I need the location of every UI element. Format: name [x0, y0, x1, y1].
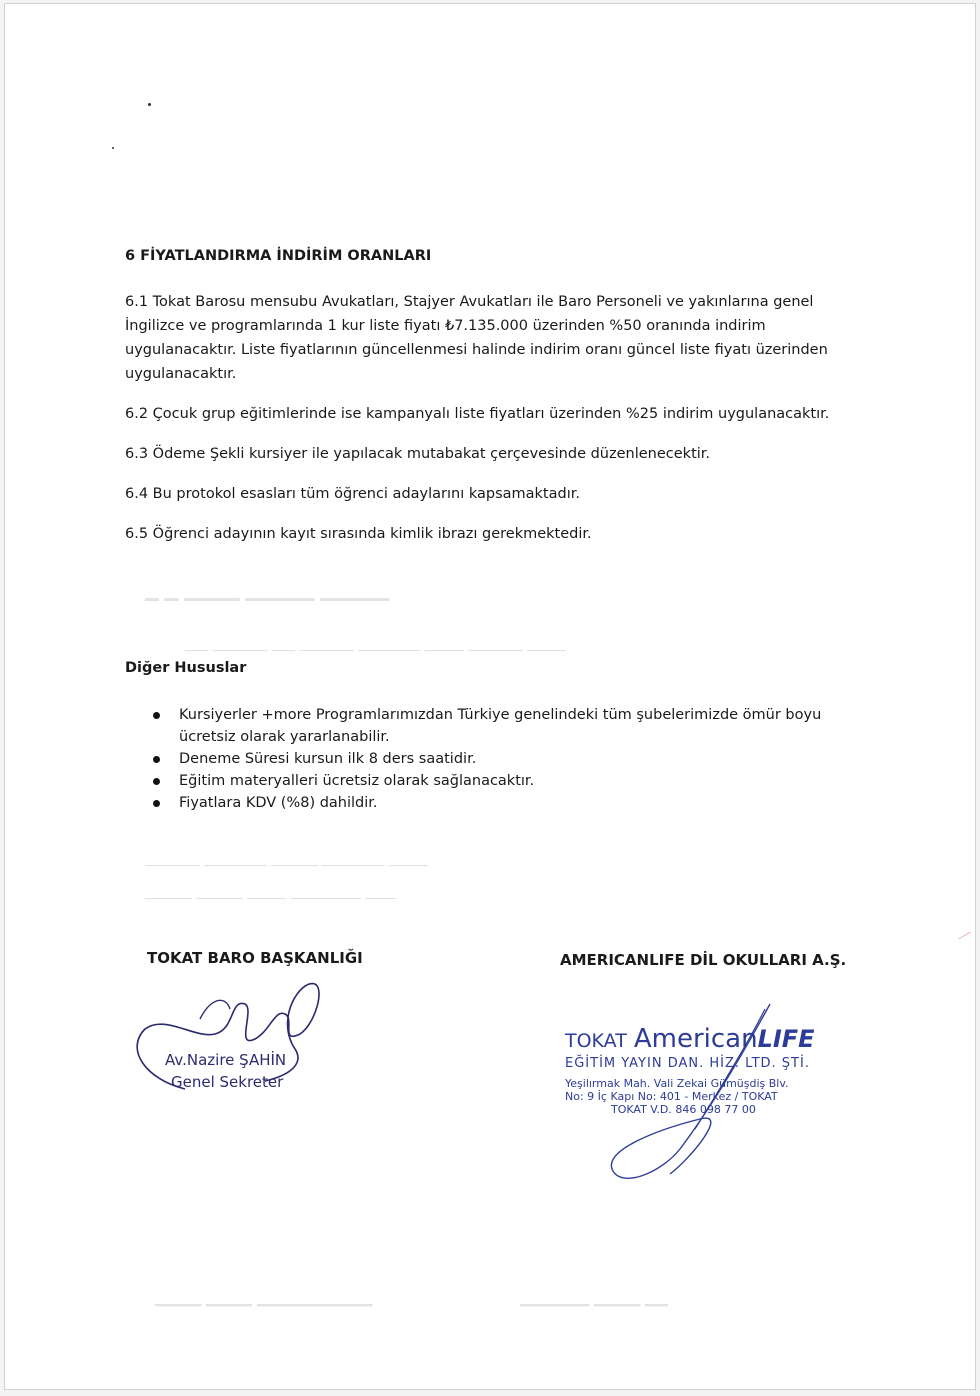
right-signature-icon: [600, 999, 780, 1189]
signatory-name: Av.Nazire ŞAHİN: [165, 1051, 287, 1069]
show-through-text: ▔ ▔ ▔▔▔▔ ▔▔▔▔▔ ▔▔▔▔▔: [145, 599, 390, 620]
section-title: 6 FİYATLANDIRMA İNDİRİM ORANLARI: [125, 248, 432, 264]
show-through-text: ─── ─────── ─── ─────── ──────── ───── ─────── ─────: [185, 644, 567, 659]
list-item: Kursiyerler +more Programlarımızdan Türkiye genelindeki tüm şubelerimizde ömür boyu ücretsiz olarak yararlanabilir.: [155, 704, 845, 748]
stamp-line: No: 9 İç Kapı No: 401 - Merkez / TOKAT: [565, 1090, 778, 1103]
document-page: [4, 3, 976, 1390]
other-matters-list: [155, 704, 845, 814]
bullet-icon: [153, 712, 160, 719]
paragraph-6-2: 6.2 Çocuk grup eğitimlerinde ise kampanyalı liste fiyatları üzerinden %25 indirim uygulanacaktır.: [125, 406, 830, 422]
list-item: Deneme Süresi kursun ilk 8 ders saatidir.: [155, 748, 845, 770]
stamp-line: TOKAT V.D. 846 098 77 00: [611, 1103, 756, 1116]
stamp-line: Yeşilırmak Mah. Vali Zekai Gümüşdiş Blv.: [565, 1077, 789, 1090]
paragraph-6-4: 6.4 Bu protokol esasları tüm öğrenci adaylarını kapsamaktadır.: [125, 486, 580, 502]
scan-speck: [112, 147, 114, 149]
show-through-text: ─────── ──────── ────── ──────── ─────: [145, 859, 428, 874]
scan-speck: [148, 103, 151, 106]
list-item: Eğitim materyalleri ücretsiz olarak sağlanacaktır.: [155, 770, 845, 792]
paragraph-6-5: 6.5 Öğrenci adayının kayıt sırasında kimlik ibrazı gerekmektedir.: [125, 526, 592, 542]
show-through-text: ────── ────── ───── ───────── ────: [145, 892, 397, 907]
stamp-brand: TOKAT AmericanLIFE: [565, 1024, 815, 1054]
other-matters-title: Diğer Hususlar: [125, 660, 247, 676]
paragraph-6-1: 6.1 Tokat Barosu mensubu Avukatları, Stajyer Avukatları ile Baro Personeli ve yakınlarına genel İngilizce ve programlarında 1 kur liste fiyatı ₺7.135.000 üzerinden %50 oranında indirim uygulanacaktır. Liste fiyatlarının güncellenmesi halinde indirim oranı güncel liste fiyatı üzerinden uygulanacaktır.: [125, 294, 828, 382]
pricing-section: [125, 244, 845, 546]
show-through-text: ▔▔▔▔ ▔▔▔▔ ▔▔▔▔▔▔▔▔▔▔ ▔▔▔▔▔▔ ▔▔▔▔ ▔▔: [155, 1304, 668, 1322]
bullet-icon: [153, 778, 160, 785]
stamp-line: EĞİTİM YAYIN DAN. HİZ. LTD. ŞTİ.: [565, 1056, 810, 1071]
paragraph-6-3: 6.3 Ödeme Şekli kursiyer ile yapılacak mutabakat çerçevesinde düzenlenecektir.: [125, 446, 711, 462]
bullet-icon: [153, 800, 160, 807]
right-party-heading: AMERICANLIFE DİL OKULLARI A.Ş.: [560, 951, 847, 969]
left-party-heading: TOKAT BARO BAŞKANLIĞI: [147, 949, 363, 967]
bullet-icon: [153, 756, 160, 763]
scan-mark: [958, 932, 976, 952]
left-signatory: [165, 1049, 286, 1093]
list-item: Fiyatlara KDV (%8) dahildir.: [155, 792, 845, 814]
signatory-role: Genel Sekreter: [171, 1073, 284, 1091]
